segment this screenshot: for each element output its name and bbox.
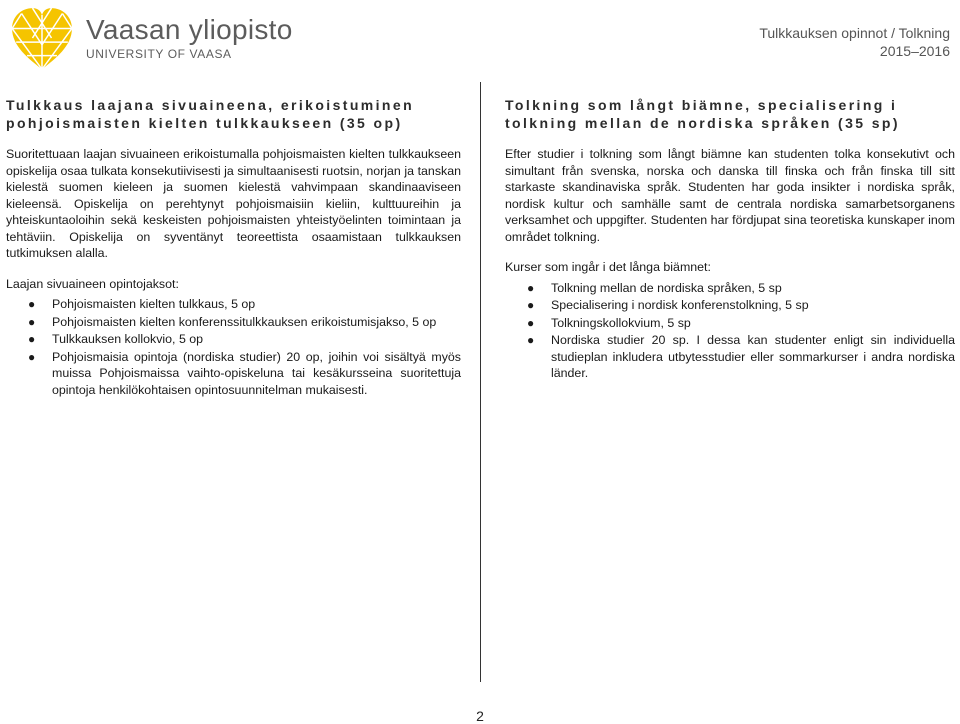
list-item: ● Pohjoismaisten kielten konferenssitulkkauksen erikoistumisjakso, 5 op: [28, 314, 437, 329]
bullet-icon: ●: [527, 333, 535, 347]
list-item: ● Specialisering i nordisk konferenstolkning, 5 sp: [527, 298, 809, 312]
finnish-intro: Suoritettuaan laajan sivuaineen erikoistumalla pohjoismaisten kielten tulkkaukseen opiskelija osaa tulkata konsekutiivisesti ja simultaanisesti ruotsin, norjan ja tanskan kielestä suomen kieleen ja suomen kielestä vahvimpaan skandinaaviseen kieleensä. Opiskelija on perehtynyt pohjoismaisiin kieliin, kulttuureihin ja yhteiskuntaoloihin sekä keskeisten pohjoismaisten yhteistyöelinten toimintaan ja tehtäviin. Opiskelija on syventänyt teoreettista osaamistaan tulkkauksen tutkimuksen alalla.: [6, 147, 461, 260]
logo-name: Vaasan yliopisto: [86, 14, 293, 45]
swedish-list-title: Kurser som ingår i det långa biämnet:: [505, 260, 711, 274]
bullet-icon: ●: [28, 349, 36, 364]
bullet-icon: ●: [527, 315, 535, 330]
bullet-icon: ●: [28, 332, 36, 346]
list-item: ● Pohjoismaisia opintoja (nordiska studier) 20 op, joihin voi sisältyä myös muissa Pohjoismaissa vaihto-opiskeluna tai kesäkursseina suoritettuja opintoja henkilökohtaisen opintosuunnitelman mukaisesti.: [28, 349, 461, 397]
swedish-heading: Tolkning som långt biämne, specialisering i tolkning mellan de nordiska språken (35 sp): [505, 97, 900, 131]
finnish-heading: Tulkkaus laajana sivuaineena, erikoistuminen pohjoismaisten kielten tulkkaukseen (35 op): [6, 97, 415, 131]
document-header: [759, 24, 950, 60]
finnish-column: [6, 96, 461, 399]
swedish-column: [505, 96, 955, 383]
logo-subtitle: UNIVERSITY OF VAASA: [86, 47, 232, 61]
document-title: Tulkkauksen opinnot / Tolkning: [759, 25, 950, 41]
swedish-intro: Efter studier i tolkning som långt biämne kan studenten tolka konsekutivt och simultant från svenska, norska och danska till finska och från finska till sitt starkaste skandinaviska språk. Studenten har goda insikter i nordiska språk, nordisk kultur och samhälle samt de centrala nordiska samarbetsorganens verksamhet och uppgifter. Studenten har fördjupat sina teoretiska kunskaper inom området tolkning.: [505, 147, 955, 244]
list-item: ● Nordiska studier 20 sp. I dessa kan studenter enligt sin individuella studieplan inkludera utbytesstudier eller sommarkurser i andra nordiska länder.: [527, 333, 955, 380]
list-item: ● Tulkkauksen kollokvio, 5 op: [28, 332, 204, 346]
finnish-course-list: [6, 296, 461, 398]
list-item: ● Tolkningskollokvium, 5 sp: [527, 315, 691, 330]
bullet-icon: ●: [527, 298, 535, 312]
swedish-course-list: [505, 280, 955, 382]
list-item: ● Tolkning mellan de nordiska språken, 5 sp: [527, 280, 782, 295]
bullet-icon: ●: [28, 314, 36, 329]
finnish-list-title: Laajan sivuaineen opintojaksot:: [6, 276, 179, 291]
bullet-icon: ●: [28, 297, 36, 311]
academic-years: 2015–2016: [879, 43, 950, 59]
university-logo: [8, 4, 293, 72]
list-item: ● Pohjoismaisten kielten tulkkaus, 5 op: [28, 297, 256, 311]
university-logo-icon: [8, 4, 76, 72]
column-divider: [480, 82, 481, 682]
bullet-icon: ●: [527, 280, 535, 295]
page-number: 2: [476, 708, 484, 724]
